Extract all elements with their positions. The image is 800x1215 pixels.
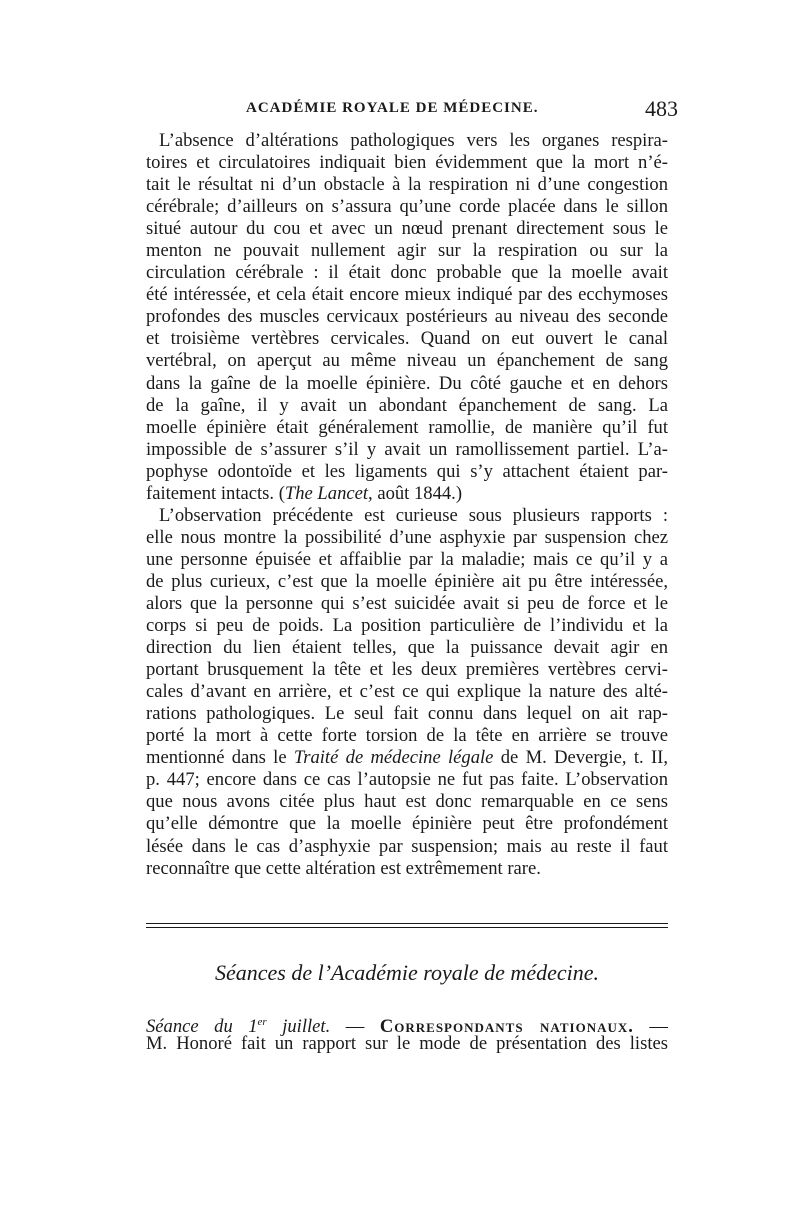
text-line: menton ne pouvait nullement agir sur la respiration ou sur la — [146, 240, 668, 262]
seance-label-text: Séance du 1 — [146, 1016, 258, 1038]
divider-rule — [146, 927, 668, 928]
section-title: Séances de l’Académie royale de médecine. — [214, 960, 599, 985]
text-line: portant brusquement la tête et les deux premières vertèbres cervi- — [146, 659, 668, 681]
text-segment: août 1844.) — [372, 482, 463, 504]
text-line: p. 447; encore dans ce cas l’autopsie ne fut pas faite. L’observation — [146, 769, 668, 791]
text-line: circulation cérébrale : il était donc probable que la moelle avait — [146, 262, 668, 284]
text-line: rations pathologiques. Le seul fait connu dans lequel on ait rap- — [146, 703, 668, 725]
text-line: L’absence d’altérations pathologiques vers les organes respira- — [159, 130, 668, 151]
running-head — [146, 96, 678, 124]
seance-label-sup: er — [257, 1016, 267, 1028]
text-line: reconnaître que cette altération est extrêmement rare. — [146, 857, 541, 879]
dash: — — [633, 1016, 668, 1038]
citation-title: Traité de médecine légale — [293, 747, 494, 769]
text-line: L’observation précédente est curieuse sous plusieurs rapports : — [159, 504, 668, 526]
text-segment: mentionné dans le — [146, 747, 294, 769]
text-line: profondes des muscles cervicaux postérieurs au niveau des seconde — [146, 306, 668, 328]
text-line: pophyse odontoïde et les ligaments qui s’y attachent étaient par- — [146, 460, 668, 482]
text-line — [146, 747, 668, 769]
text-segment: de M. Devergie, t. II, — [493, 747, 668, 769]
text-line: M. Honoré fait un rapport sur le mode de présentation des listes — [146, 1033, 668, 1054]
text-line: porté la mort à cette forte torsion de la tête en arrière se trouve — [146, 725, 668, 747]
text-line: été intéressée, et cela était encore mieux indiqué par des ecchymoses — [146, 284, 668, 306]
text-line: de plus curieux, c’est que la moelle épinière ait pu être intéressée, — [146, 570, 668, 592]
text-line: direction du lien étaient telles, que la puissance devait agir en — [146, 637, 668, 659]
text-segment: faitement intacts. ( — [146, 482, 285, 504]
text-line — [146, 483, 668, 505]
text-line: impossible de s’assurer s’il y avait un ramollissement partiel. L’a- — [146, 438, 668, 460]
text-line: lésée dans le cas d’asphyxie par suspension; mais au reste il faut — [146, 835, 668, 857]
text-line: vertébral, on aperçut au même niveau un épanchement de sang — [146, 350, 668, 372]
citation-title: The Lancet, — [284, 482, 373, 504]
text-line: toires et circulatoires indiquait bien évidemment que la mort n’é- — [146, 152, 668, 174]
text-line: situé autour du cou et avec un nœud prenant directement sous le — [146, 218, 668, 240]
body-text — [146, 130, 668, 880]
text-line: alors que la personne qui s’est suicidée avait si peu de force et le — [146, 592, 668, 614]
seance-subject: Correspondants nationaux. — [379, 1016, 634, 1038]
text-line: de la gaîne, il y avait un abondant épanchement de sang. La — [146, 394, 668, 416]
divider-rule — [146, 923, 668, 924]
section-divider — [146, 923, 668, 931]
text-line: moelle épinière était généralement ramollie, de manière qu’il fut — [146, 416, 668, 438]
text-line: tait le résultat ni d’un obstacle à la respiration ni d’une congestion — [146, 174, 668, 196]
running-title: ACADÉMIE ROYALE DE MÉDECINE. — [246, 100, 539, 116]
text-line: cales d’avant en arrière, et c’est ce qui explique la nature des alté- — [146, 681, 668, 703]
text-line: et troisième vertèbres cervicales. Quand on eut ouvert le canal — [146, 328, 668, 350]
text-line: une personne épuisée et affaiblie par la maladie; mais ce qu’il y a — [146, 548, 668, 570]
seance-label-end: juillet. — [266, 1016, 331, 1038]
text-line: que nous avons citée plus haut est donc remarquable en ce sens — [146, 791, 668, 813]
text-line: dans la gaîne de la moelle épinière. Du côté gauche et en dehors — [146, 372, 668, 394]
page-number: 483 — [645, 96, 678, 121]
text-line: elle nous montre la possibilité d’une asphyxie par suspension chez — [146, 526, 668, 548]
text-line: cérébrale; d’ailleurs on s’assura qu’une corde placée dans le sillon — [146, 196, 668, 218]
dash: — — [330, 1016, 380, 1038]
text-line: qu’elle démontre que la moelle épinière peut être profondément — [146, 813, 668, 835]
text-line: corps si peu de poids. La position particulière de l’individu et la — [146, 615, 668, 637]
